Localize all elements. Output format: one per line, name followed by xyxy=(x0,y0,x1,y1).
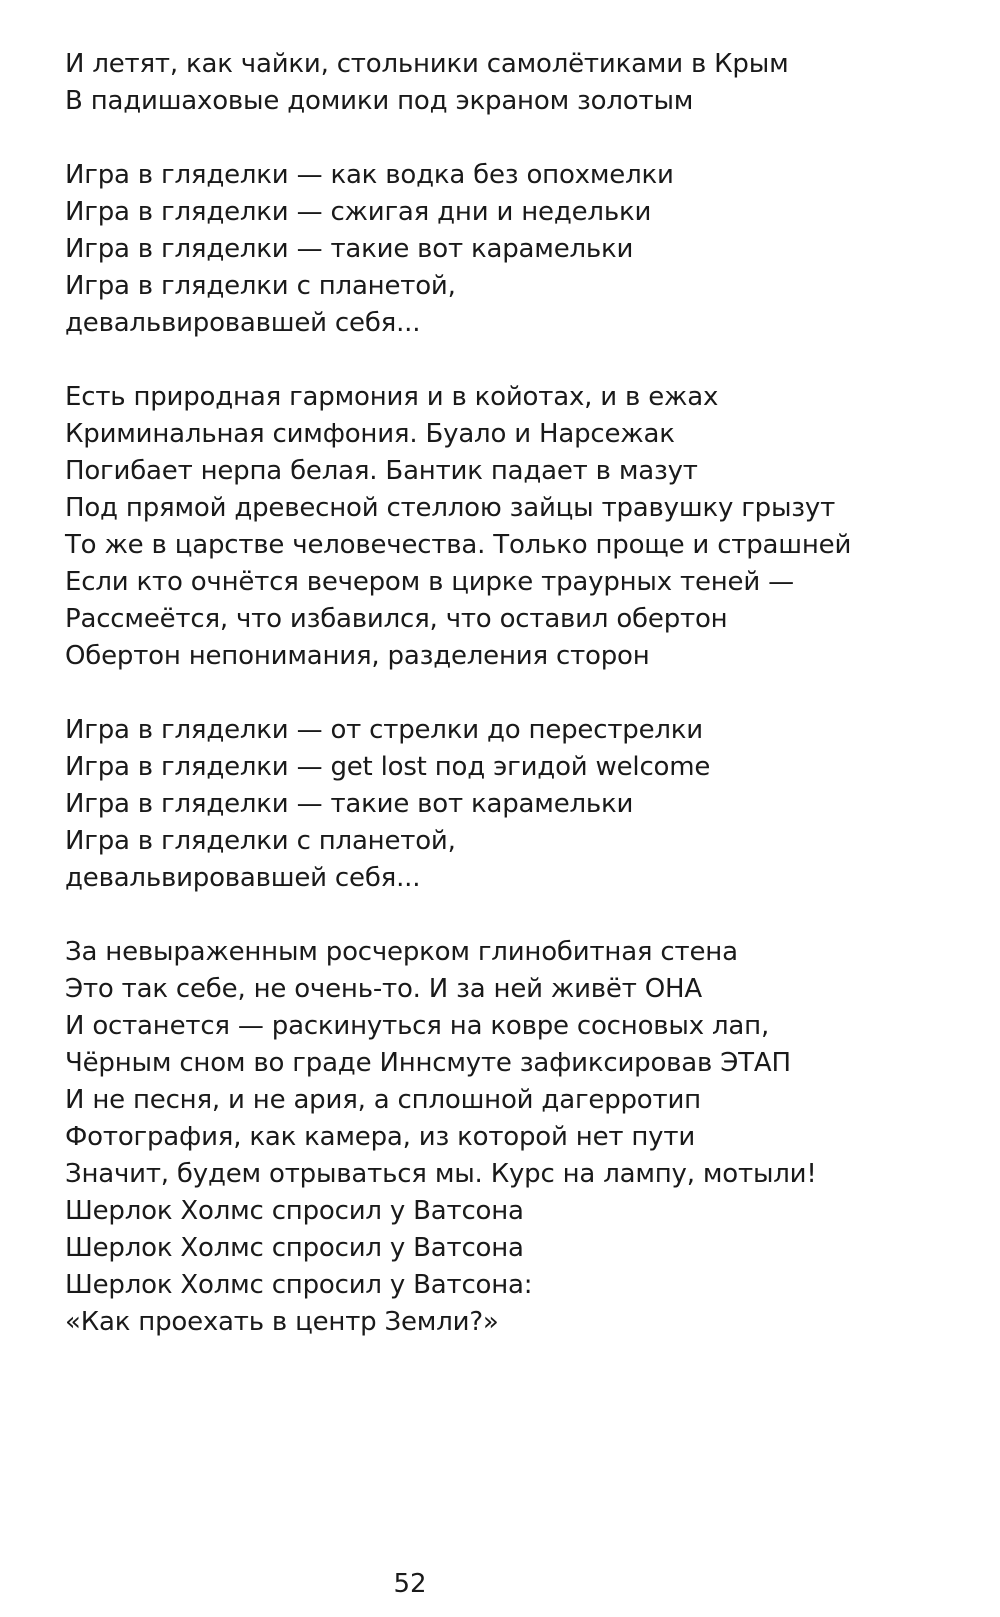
poem-line: Шерлок Холмс спросил у Ватсона xyxy=(65,1196,524,1226)
poem-line: Игра в гляделки — как водка без опохмелки xyxy=(65,160,674,190)
poem-line: Игра в гляделки с планетой, xyxy=(65,826,456,856)
poem-line: Шерлок Холмс спросил у Ватсона xyxy=(65,1233,524,1263)
poem-line: Криминальная симфония. Буало и Нарсежак xyxy=(65,419,675,449)
poem-line: Игра в гляделки — сжигая дни и недельки xyxy=(65,197,652,227)
poem-line: Игра в гляделки — get lost под эгидой welcome xyxy=(65,752,711,782)
stanza-5 xyxy=(65,934,945,1341)
poem-line: «Как проехать в центр Земли?» xyxy=(65,1307,499,1337)
stanza-4 xyxy=(65,712,945,897)
poem-line: Под прямой древесной стеллою зайцы травушку грызут xyxy=(65,493,836,523)
poem-line: Значит, будем отрываться мы. Курс на лампу, мотыли! xyxy=(65,1159,817,1189)
poem-line: Игра в гляделки — такие вот карамельки xyxy=(65,234,634,264)
poem-line: За невыраженным росчерком глинобитная стена xyxy=(65,937,738,967)
poem-line: Рассмеётся, что избавился, что оставил обертон xyxy=(65,604,728,634)
poem-line: Шерлок Холмс спросил у Ватсона: xyxy=(65,1270,533,1300)
poem-line: Обертон непонимания, разделения сторон xyxy=(65,641,650,671)
stanza-1 xyxy=(65,46,945,120)
poem-line: девальвировавшей себя... xyxy=(65,308,421,338)
poem-line: девальвировавшей себя... xyxy=(65,863,421,893)
poem-line: И останется — раскинуться на ковре сосновых лап, xyxy=(65,1011,770,1041)
stanza-2 xyxy=(65,157,945,342)
poem-line: Чёрным сном во граде Иннсмуте зафиксировав ЭТАП xyxy=(65,1048,791,1078)
poem-line: Это так себе, не очень-то. И за ней живёт ОНА xyxy=(65,974,702,1004)
poem-line: Фотография, как камера, из которой нет пути xyxy=(65,1122,696,1152)
poem-line: В падишаховые домики под экраном золотым xyxy=(65,86,694,116)
stanza-3 xyxy=(65,379,945,675)
poem-line: Игра в гляделки — от стрелки до перестрелки xyxy=(65,715,703,745)
poem-line: И летят, как чайки, стольники самолётиками в Крым xyxy=(65,49,789,79)
poem-line: И не песня, и не ария, а сплошной дагерротип xyxy=(65,1085,701,1115)
poem-line: То же в царстве человечества. Только проще и страшней xyxy=(65,530,852,560)
poem-line: Игра в гляделки с планетой, xyxy=(65,271,456,301)
page-number: 52 xyxy=(393,1569,427,1599)
poem-line: Погибает нерпа белая. Бантик падает в мазут xyxy=(65,456,698,486)
poem-line: Если кто очнётся вечером в цирке траурных теней — xyxy=(65,567,794,597)
poem-line: Есть природная гармония и в койотах, и в ежах xyxy=(65,382,719,412)
poem-text xyxy=(65,46,945,1378)
poem-line: Игра в гляделки — такие вот карамельки xyxy=(65,789,634,819)
